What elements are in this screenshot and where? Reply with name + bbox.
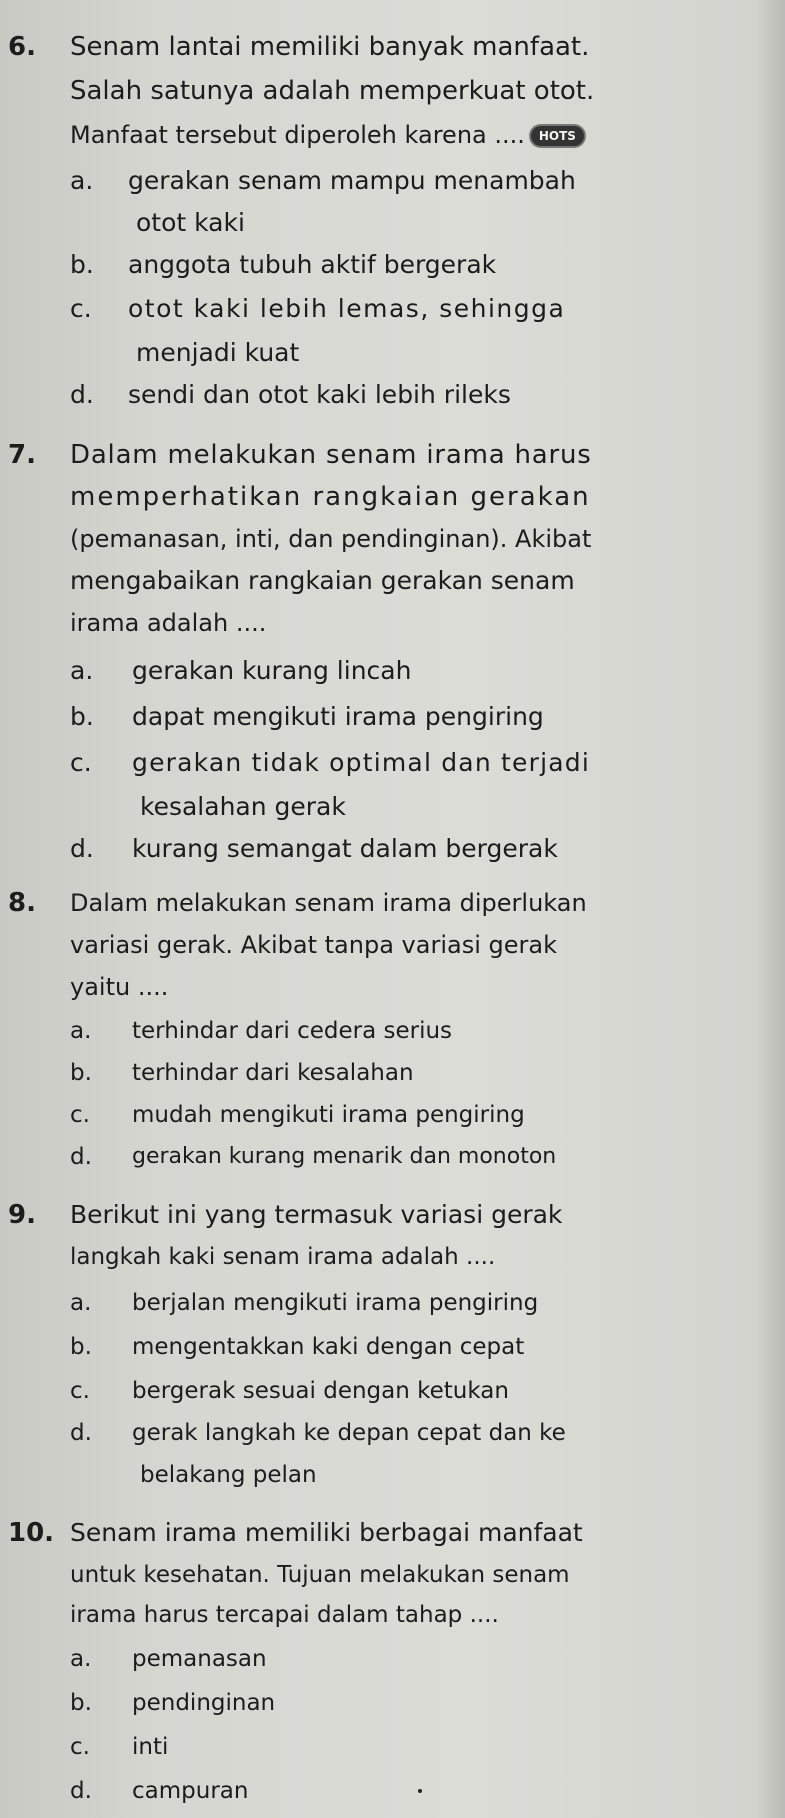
option-letter: d. xyxy=(70,834,94,863)
option-text: kesalahan gerak xyxy=(140,792,346,821)
question-text: mengabaikan rangkaian gerakan senam xyxy=(70,566,575,595)
question-text: irama adalah .... xyxy=(70,609,267,637)
option-text: otot kaki xyxy=(136,208,245,237)
option-text: gerak langkah ke depan cepat dan ke xyxy=(132,1420,566,1446)
option-text: dapat mengikuti irama pengiring xyxy=(132,702,544,731)
option-letter: a. xyxy=(70,1646,92,1672)
question-text: yaitu .... xyxy=(70,973,169,1001)
option-letter: a. xyxy=(70,166,94,195)
option-text: campuran xyxy=(132,1778,249,1804)
option-text: mengentakkan kaki dengan cepat xyxy=(132,1334,525,1360)
option-text: terhindar dari cedera serius xyxy=(132,1018,453,1044)
question-text: variasi gerak. Akibat tanpa variasi gerak xyxy=(70,931,557,959)
question-number: 7. xyxy=(8,440,36,470)
option-letter: b. xyxy=(70,1060,92,1086)
hots-badge: HOTS xyxy=(529,124,586,148)
question-number: 10. xyxy=(8,1518,55,1548)
option-text: inti xyxy=(132,1734,169,1760)
question-text: irama harus tercapai dalam tahap .... xyxy=(70,1602,499,1628)
option-text: pemanasan xyxy=(132,1646,267,1672)
option-text: gerakan kurang menarik dan monoton xyxy=(132,1144,557,1169)
question-text: Senam lantai memiliki banyak manfaat. xyxy=(70,32,590,62)
option-text: menjadi kuat xyxy=(136,338,300,367)
question-number: 8. xyxy=(8,888,36,918)
option-text: otot kaki lebih lemas, sehingga xyxy=(128,294,566,323)
option-text: sendi dan otot kaki lebih rileks xyxy=(128,380,511,409)
option-letter: a. xyxy=(70,1290,92,1316)
option-letter: d. xyxy=(70,1144,92,1170)
page-edge-shadow xyxy=(755,0,785,1818)
question-number: 6. xyxy=(8,32,36,62)
question-text: (pemanasan, inti, dan pendinginan). Akibat xyxy=(70,525,592,553)
option-text: berjalan mengikuti irama pengiring xyxy=(132,1290,539,1316)
option-letter: c. xyxy=(70,1378,90,1404)
option-text: gerakan tidak optimal dan terjadi xyxy=(132,748,590,777)
question-text: Berikut ini yang termasuk variasi gerak xyxy=(70,1200,563,1229)
option-text: gerakan senam mampu menambah xyxy=(128,166,576,195)
question-text: langkah kaki senam irama adalah .... xyxy=(70,1244,496,1270)
option-letter: d. xyxy=(70,1420,92,1446)
question-text-line: Manfaat tersebut diperoleh karena .... xyxy=(70,121,525,149)
question-text xyxy=(70,118,586,152)
option-letter: c. xyxy=(70,748,92,777)
option-letter: c. xyxy=(70,294,92,323)
option-text: mudah mengikuti irama pengiring xyxy=(132,1102,525,1128)
option-text: anggota tubuh aktif bergerak xyxy=(128,250,497,279)
option-letter: b. xyxy=(70,250,94,279)
question-text: Dalam melakukan senam irama diperlukan xyxy=(70,889,587,917)
option-text: kurang semangat dalam bergerak xyxy=(132,834,558,863)
question-text: Dalam melakukan senam irama harus xyxy=(70,440,592,470)
option-text: gerakan kurang lincah xyxy=(132,656,412,685)
option-text: bergerak sesuai dengan ketukan xyxy=(132,1378,509,1404)
option-letter: a. xyxy=(70,1018,92,1044)
option-letter: d. xyxy=(70,380,94,409)
option-letter: b. xyxy=(70,702,94,731)
option-text: belakang pelan xyxy=(140,1462,317,1488)
option-text: pendinginan xyxy=(132,1690,276,1716)
question-number: 9. xyxy=(8,1200,36,1230)
question-text: Senam irama memiliki berbagai manfaat xyxy=(70,1518,583,1547)
ink-dot xyxy=(418,1789,422,1793)
option-letter: d. xyxy=(70,1778,92,1804)
option-letter: a. xyxy=(70,656,94,685)
question-text: Salah satunya adalah memperkuat otot. xyxy=(70,76,595,106)
question-text: memperhatikan rangkaian gerakan xyxy=(70,482,591,512)
option-letter: b. xyxy=(70,1334,92,1360)
option-letter: c. xyxy=(70,1734,90,1760)
option-text: terhindar dari kesalahan xyxy=(132,1060,414,1086)
option-letter: b. xyxy=(70,1690,92,1716)
option-letter: c. xyxy=(70,1102,90,1128)
question-text: untuk kesehatan. Tujuan melakukan senam xyxy=(70,1562,570,1588)
